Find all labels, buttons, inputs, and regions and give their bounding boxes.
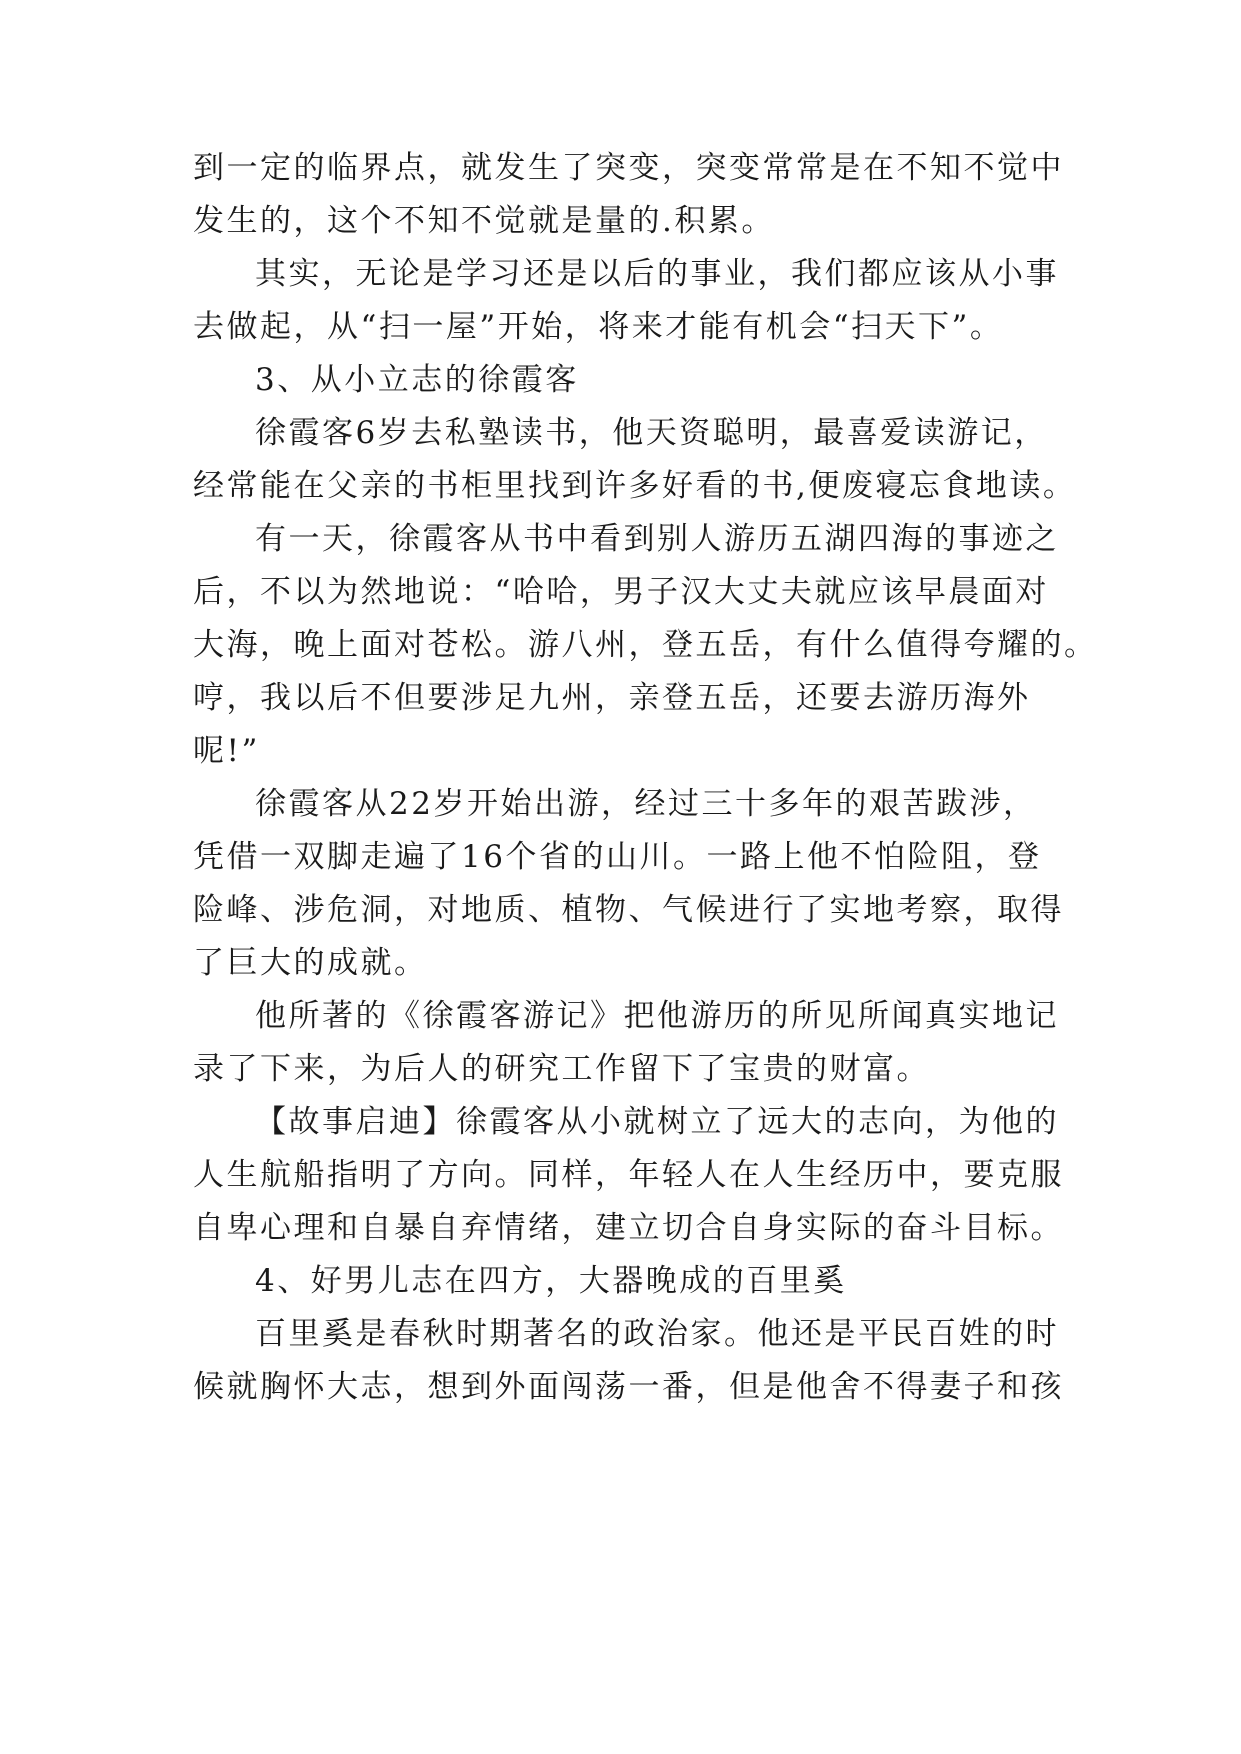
text-line: 哼，我以后不但要涉足九州，亲登五岳，还要去游历海外 [193, 680, 1031, 716]
text-line: 录了下来，为后人的研究工作留下了宝贵的财富。 [193, 1051, 930, 1087]
text-line: 后，不以为然地说：“哈哈，男子汉大丈夫就应该早晨面对 [193, 574, 1049, 610]
text-line: 大海，晚上面对苍松。游八州，登五岳，有什么值得夸耀的。 [193, 627, 1098, 663]
paragraph-start: 【故事启迪】徐霞客从小就树立了远大的志向，为他的 [255, 1104, 1059, 1140]
text-line: 到一定的临界点，就发生了突变，突变常常是在不知不觉中 [193, 150, 1064, 186]
text-line: 了巨大的成就。 [193, 945, 428, 981]
section-heading: 4、好男儿志在四方，大器晚成的百里奚 [255, 1263, 847, 1299]
paragraph-start: 百里奚是春秋时期著名的政治家。他还是平民百姓的时 [255, 1316, 1059, 1352]
text-line: 呢!” [193, 733, 260, 769]
text-line: 经常能在父亲的书柜里找到许多好看的书,便废寝忘食地读。 [193, 468, 1077, 504]
paragraph-start: 有一天，徐霞客从书中看到别人游历五湖四海的事迹之 [255, 521, 1059, 557]
paragraph-start: 其实，无论是学习还是以后的事业，我们都应该从小事 [255, 256, 1059, 292]
paragraph-start: 徐霞客从22岁开始出游，经过三十多年的艰苦跋涉， [255, 786, 1037, 822]
text-line: 发生的，这个不知不觉就是量的.积累。 [193, 203, 775, 239]
paragraph-start: 徐霞客6岁去私塾读书，他天资聪明，最喜爱读游记， [255, 415, 1048, 451]
text-line: 凭借一双脚走遍了16个省的山川。一路上他不怕险阻，登 [193, 839, 1042, 875]
text-line: 人生航船指明了方向。同样，年轻人在人生经历中，要克服 [193, 1157, 1064, 1193]
section-heading: 3、从小立志的徐霞客 [255, 362, 579, 398]
paragraph-start: 他所著的《徐霞客游记》把他游历的所见所闻真实地记 [255, 998, 1059, 1034]
text-line: 险峰、涉危洞，对地质、植物、气候进行了实地考察，取得 [193, 892, 1064, 928]
text-line: 候就胸怀大志，想到外面闯荡一番，但是他舍不得妻子和孩 [193, 1369, 1064, 1405]
text-line: 去做起，从“扫一屋”开始，将来才能有机会“扫天下”。 [193, 309, 1004, 345]
text-line: 自卑心理和自暴自弃情绪，建立切合自身实际的奋斗目标。 [193, 1210, 1064, 1246]
